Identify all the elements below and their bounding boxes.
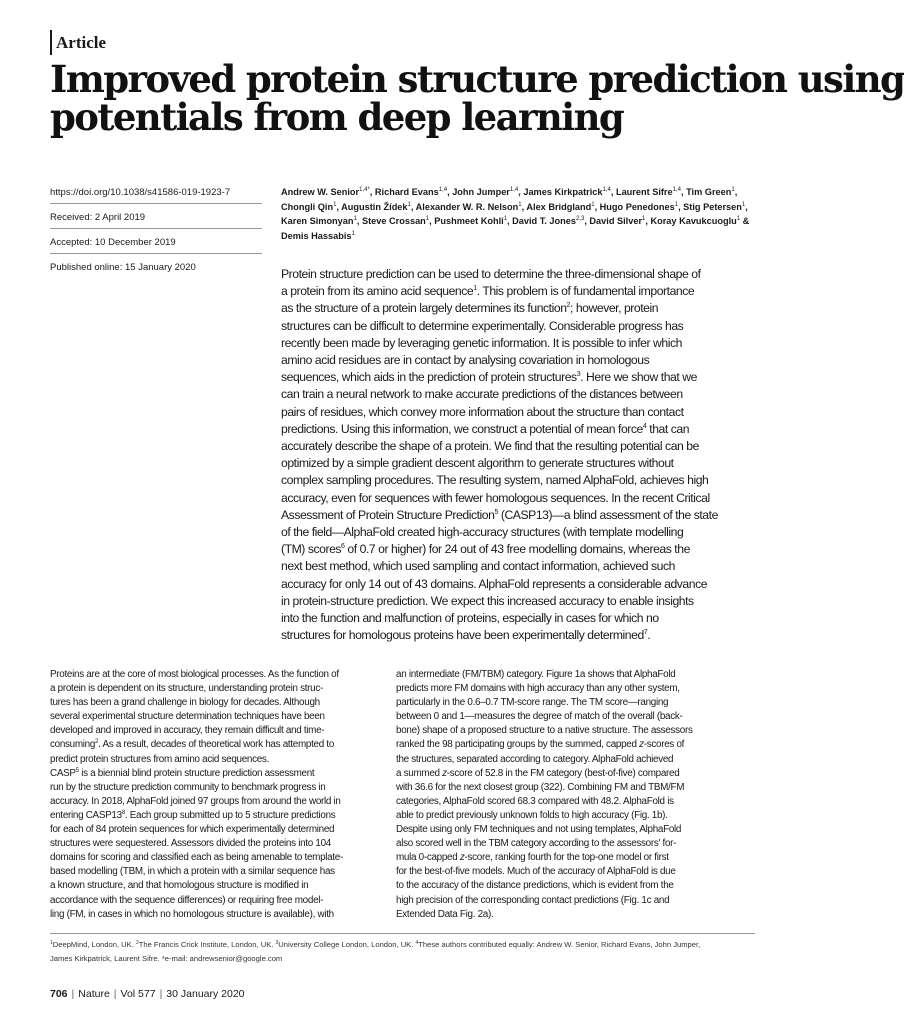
footnote-line: $^1$DeepMind, London, UK. $^2$The Francis Crick Institute, London, UK. $^3$University College London, London, UK. $^4$These authors contributed equally: Andrew W. Senior, Richard Evans, John Jumper, [50,940,701,949]
author-affiliation-marker: 1 [333,201,337,208]
author-name[interactable]: Tim Green$^1$ [686,187,735,197]
footnote-line: James Kirkpatrick, Laurent Sifre. *e-mail: andrewsenior@google.com [50,953,283,963]
body-line: accuracy. In 2018, AlphaFold joined 97 groups from around the world in [50,795,341,807]
author-affiliation-marker: 1 [425,216,430,223]
abstract-line: predictions. Using this information, we construct a potential of mean force$^4$ that can [281,421,690,436]
doi-link[interactable]: https://doi.org/10.1038/s41586-019-1923-7 [50,184,262,204]
footnote-divider [50,933,755,934]
author-name[interactable]: Stig Petersen$^1$ [683,201,746,212]
abstract-line: Assessment of Protein Structure Prediction$^5$ (CASP13)—a blind assessment of the state [281,507,718,522]
body-column-left [50,668,380,922]
page-footer: 706 | Nature | Vol 577 | 30 January 2020 [50,988,245,1000]
abstract-line: structures for homologous proteins have been experimentally determined$^7$. [281,628,651,643]
body-line: the structures, separated according to category. AlphaFold achieved [396,753,674,765]
author-name[interactable]: Karen Simonyan$^1$ [281,216,357,227]
author-name[interactable]: Pushmeet Kohli$^1$ [434,216,508,227]
article-type-label: Article [56,33,107,52]
author-name[interactable]: Chongli Qin$^1$ [281,201,337,212]
author-affiliation-marker: 1,4 [509,187,519,193]
body-column-right [396,668,726,922]
published-date: Published online: 15 January 2020 [50,262,196,273]
author-affiliation-marker: 1 [518,201,522,208]
body-line: categories, AlphaFold scored 68.3 compared with 48.2. AlphaFold is [396,795,674,807]
author-name[interactable]: Andrew W. Senior$^{1,4*}$ [281,187,370,197]
article-title [50,57,904,139]
abstract-line: complex sampling procedures. The resulting system, named AlphaFold, achieves high [281,473,709,488]
accepted-date: Accepted: 10 December 2019 [50,234,262,254]
author-name[interactable]: Laurent Sifre$^{1,4}$ [615,187,681,197]
body-line: for each of 84 protein sequences for which experimentally determined [50,824,335,836]
body-line: structures were sequestered. Assessors divided the proteins into 104 [50,838,331,850]
abstract-line: accurately describe the shape of a protein. We find that the resulting potential can be [281,439,699,454]
author-name[interactable]: Demis Hassabis$^1$ [281,230,355,241]
body-line: Proteins are at the core of most biological processes. As the function of [50,669,339,680]
author-affiliation-marker: 1,4* [359,187,370,193]
body-line: Despite using only FM techniques and not using templates, AlphaFold [396,824,682,836]
abstract-line: of the field—AlphaFold created high-accuracy structures (with template modelling [281,525,684,540]
body-line: several experimental structure determination techniques have been [50,711,325,723]
author-affiliation-marker: 1,4 [602,187,611,193]
body-line: with 36.6 for the next closest group (322). Combining FM and TBM/FM [396,781,685,793]
body-line: based modelling (TBM, in which a protein with a similar sequence has [50,866,335,878]
abstract-line: a protein from its amino acid sequence$^1$. This problem is of fundamental importance [281,284,695,299]
body-line: Extended Data Fig. 2a). [396,908,494,920]
abstract-line: sequences, which aids in the prediction of protein structures$^3$. Here we show that we [281,370,697,385]
author-affiliation-marker: 1 [674,201,679,208]
volume: Vol 577 [120,988,156,1000]
body-line: accordance with the sequence differences) or requiring free model- [50,894,324,906]
abstract-line: optimized by a simple gradient descent algorithm to generate structures without [281,456,674,471]
body-line: predicts more FM domains with high accuracy than any other system, [396,683,680,695]
affiliations-footnote [50,938,755,965]
abstract-line: recently been made by leveraging genetic information. It is possible to infer which [281,335,682,350]
abstract-line: in protein-structure prediction. We expect this increased accuracy to enable insights [281,593,694,608]
body-line: CASP$^5$ is a biennial blind protein structure prediction assessment [50,767,315,779]
received-date: Received: 2 April 2019 [50,209,262,229]
author-affiliation-marker: 1 [642,216,646,223]
author-name[interactable]: Alexander W. R. Nelson$^1$ [415,201,522,212]
body-line: mula 0-capped z-score, ranking fourth for the top-one model or first [396,852,669,864]
abstract-line: into the function and malfunction of proteins, especially in cases for which no [281,611,659,626]
author-affiliation-marker: 1 [351,230,355,237]
author-affiliation-marker: 1 [736,216,741,223]
author-name[interactable]: Alex Bridgland$^1$ [526,201,595,212]
body-line: domains for scoring and classified each as being amenable to template- [50,852,343,864]
author-name[interactable]: John Jumper$^{1,4}$ [452,187,519,197]
abstract-line: next best method, which used sampling and contact information, achieved such [281,559,675,574]
body-line: run by the structure prediction community to benchmark progress in [50,781,326,793]
abstract-line: accuracy for only 14 out of 43 domains. AlphaFold represents a considerable advance [281,576,708,591]
journal-name: Nature [78,988,110,1000]
abstract-line: pairs of residues, which convey more information about the structure than contact [281,404,684,419]
author-list: Andrew W. Senior$^{1,4*}$, Richard Evans$^{1,4}$, John Jumper$^{1,4}$, James Kirkpatrick$^{1,4}$, Laurent Sifre$^{1,4}$, Tim Green$^1$, Chongli Qin$^1$, Augustin Žídek$^1$, Alexander W. R. Nelson$^1$, Alex Bridgland$^1$, Hugo Penedones$^1$, Stig Petersen$^1$, Karen Simonyan$^1$, Steve Crossan$^1$, Pushmeet Kohli$^1$, David T. Jones$^{2,3}$, David Silver$^1$, Koray Kavukcuoglu$^1$ & Demis Hassabis$^1$ [281,187,750,241]
title-line: potentials from deep learning [50,95,624,139]
abstract-line: (TM) scores$^6$ of 0.7 or higher) for 24 out of 43 free modelling domains, whereas the [281,542,690,557]
author-name[interactable]: Hugo Penedones$^1$ [599,201,679,212]
abstract-line: amino acid residues are in contact by analysing covariation in homologous [281,353,650,368]
body-line: between 0 and 1—measures the degree of match of the overall (back- [396,711,683,723]
author-affiliation-marker: 1,4 [438,187,448,193]
author-name[interactable]: Richard Evans$^{1,4}$ [374,187,448,197]
author-name[interactable]: David Silver$^1$ [589,216,646,227]
body-line: tures has been a grand challenge in biology for decades. Although [50,697,320,709]
author-name[interactable]: James Kirkpatrick$^{1,4}$ [523,187,611,197]
author-name[interactable]: Steve Crossan$^1$ [361,216,430,227]
section-rule [50,30,52,55]
author-affiliation-marker: 1 [503,216,508,223]
author-affiliation-marker: 1 [353,216,357,223]
author-affiliation-marker: 2,3 [575,216,585,223]
abstract-line: can train a neural network to make accurate predictions of the distances between [281,387,683,402]
body-line: an intermediate (FM/TBM) category. Figure 1a shows that AlphaFold [396,669,676,680]
body-line: entering $CASP13^8$. Each group submitted up to 5 structure predictions [50,809,336,821]
abstract-line: structures can be difficult to determine experimentally. Considerable progress has [281,318,684,333]
author-name[interactable]: David T. Jones$^{2,3}$ [512,216,585,227]
title-line: Improved protein structure prediction using [50,57,904,101]
abstract [281,266,754,644]
author-name[interactable]: Koray Kavukcuoglu$^1$ [650,216,741,227]
body-line: for the best-of-five models. Much of the accuracy of AlphaFold is due [396,866,676,878]
body-line: able to predict previously unknown folds to high accuracy (Fig. 1b). [396,809,668,821]
author-affiliation-marker: 1,4 [672,187,681,193]
article-metadata [50,184,262,283]
body-line: a known structure, and that homologous structure is modified in [50,880,309,892]
body-line: ranked the 98 participating groups by the summed, capped z-scores of [396,739,685,751]
author-name[interactable]: Augustin Žídek$^1$ [341,201,411,212]
body-line: to the accuracy of the distance predictions, which is evident from the [396,880,674,892]
issue-date: 30 January 2020 [166,988,245,1000]
abstract-line: Protein structure prediction can be used to determine the three-dimensional shape of [281,267,701,281]
abstract-line: accuracy, even for sequences with fewer homologous sequences. In the recent Critical [281,490,710,505]
body-line: consuming$^2$. As a result, decades of theoretical work has attempted to [50,739,335,751]
body-line: particularly in the 0.6–0.7 TM-score range. The TM score—ranging [396,697,669,709]
body-line: a summed z-score of 52.8 in the FM category (best-of-five) compared [396,767,680,779]
body-line: high precision of the corresponding contact predictions (Fig. 1c and [396,894,670,906]
body-line: developed and improved in accuracy, they remain difficult and time- [50,725,325,737]
abstract-line: as the structure of a protein largely determines its function$^2$; however, protein [281,301,659,316]
body-line: predict protein structures from amino acid sequences. [50,753,270,765]
body-line: bone) shape of a proposed structure to a native structure. The assessors [396,725,693,737]
body-line: a protein is dependent on its structure, understanding protein struc- [50,683,323,695]
page-number: 706 [50,988,68,1000]
body-line: ling (FM, in cases in which no homologous structure is available), with [50,908,334,920]
author-affiliation-marker: 1 [591,201,595,208]
author-affiliation-marker: 1 [731,187,735,193]
author-affiliation-marker: 1 [407,201,411,208]
author-affiliation-marker: 1 [741,201,746,208]
body-line: also scored well in the TBM category according to the assessors' for- [396,838,677,850]
